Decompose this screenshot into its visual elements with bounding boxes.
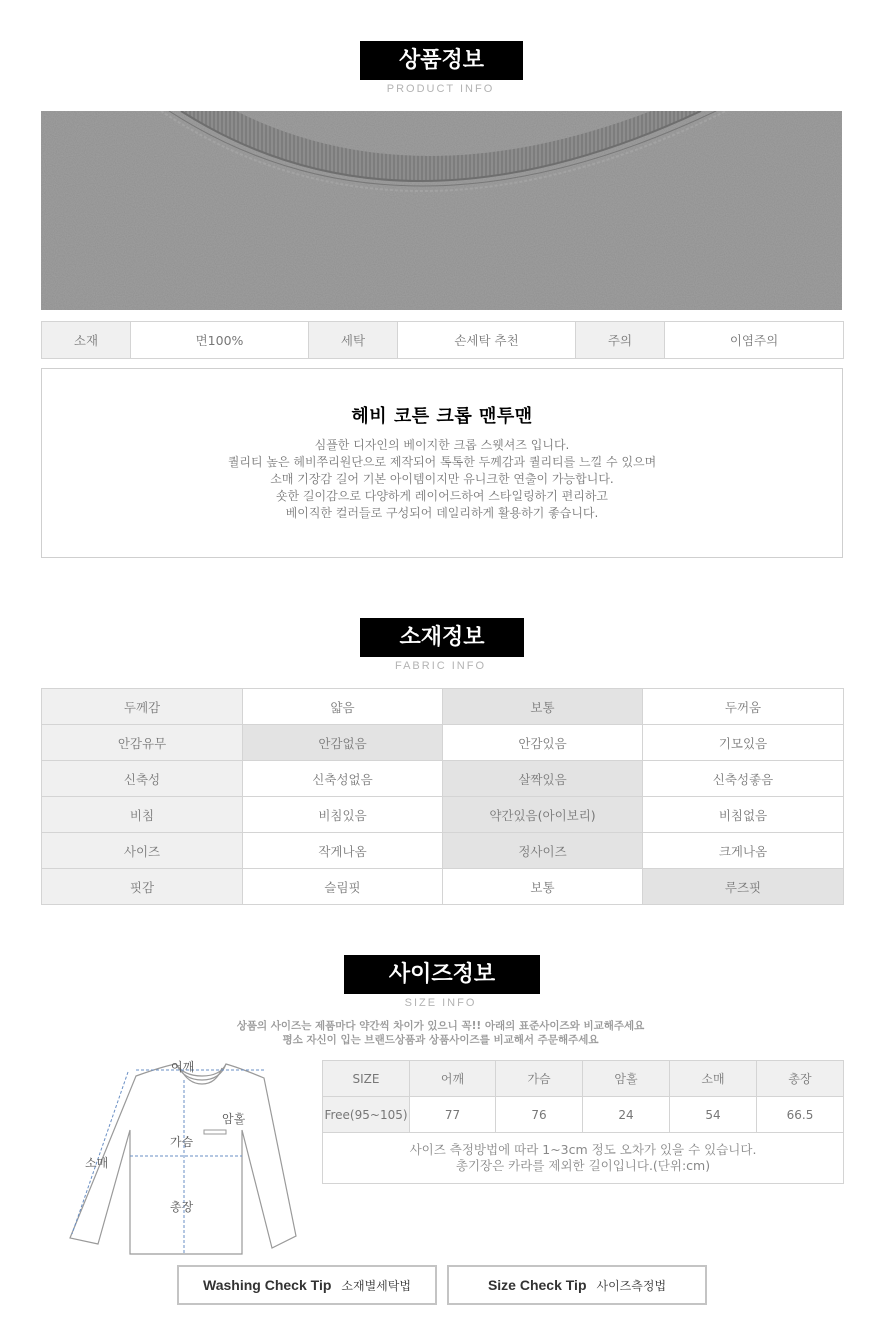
size-header: 가슴	[496, 1061, 583, 1097]
fabric-info-title: 소재정보	[360, 618, 524, 657]
table-row	[323, 1133, 844, 1184]
size-cell: 66.5	[757, 1097, 844, 1133]
fabric-info-table	[41, 688, 844, 905]
size-info-title: 사이즈정보	[344, 955, 540, 994]
washing-tip-label: Washing Check Tip	[203, 1277, 332, 1293]
fabric-label-stretch: 신축성	[42, 761, 243, 797]
size-check-tip-button[interactable]	[447, 1265, 707, 1305]
table-row	[42, 689, 844, 725]
size-notice-line: 평소 자신이 입는 브랜드상품과 상품사이즈를 비교해서 주문해주세요	[282, 1034, 599, 1046]
size-info-subtitle: SIZE INFO	[404, 997, 477, 1009]
description-line: 퀄리티 높은 헤비쭈리원단으로 제작되어 톡톡한 두께감과 퀄리티를 느낄 수 있으며	[227, 455, 657, 469]
fabric-option: 살짝있음	[443, 761, 643, 797]
washing-tip-sublabel: 소재별세탁법	[341, 1278, 411, 1293]
spec-value-material: 면100%	[131, 322, 309, 359]
size-notice-line: 상품의 사이즈는 제품마다 약간씩 차이가 있으니 꼭!! 아래의 표준사이즈와 비교해주세요	[236, 1020, 645, 1032]
table-row	[42, 797, 844, 833]
fabric-label-lining: 안감유무	[42, 725, 243, 761]
size-tip-sublabel: 사이즈측정법	[596, 1278, 667, 1293]
fabric-option: 보통	[443, 869, 643, 905]
spec-label-material: 소재	[42, 322, 131, 359]
spec-label-caution: 주의	[576, 322, 665, 359]
fabric-option: 크게나옴	[643, 833, 844, 869]
size-note-line: 총기장은 카라를 제외한 길이입니다.(단위:cm)	[455, 1158, 711, 1173]
fabric-option: 기모있음	[643, 725, 844, 761]
size-header: SIZE	[323, 1061, 410, 1097]
diagram-label-chest: 가슴	[170, 1135, 194, 1149]
size-cell: 76	[496, 1097, 583, 1133]
fabric-option: 보통	[443, 689, 643, 725]
description-line: 소매 기장감 길어 기본 아이템이지만 유니크한 연출이 가능합니다.	[270, 472, 614, 486]
table-row	[42, 869, 844, 905]
table-row	[42, 322, 844, 359]
fabric-option: 신축성없음	[243, 761, 443, 797]
fabric-option: 약간있음(아이보리)	[443, 797, 643, 833]
fabric-info-subtitle: FABRIC INFO	[394, 660, 487, 672]
size-header: 어깨	[410, 1061, 496, 1097]
size-tip-label: Size Check Tip	[487, 1277, 587, 1293]
diagram-label-shoulder: 어깨	[171, 1060, 195, 1074]
size-note-line: 사이즈 측정방법에 따라 1~3cm 정도 오차가 있을 수 있습니다.	[409, 1142, 757, 1157]
table-row	[42, 725, 844, 761]
fabric-option: 비침있음	[243, 797, 443, 833]
diagram-label-sleeve: 소매	[85, 1156, 109, 1170]
product-info-title: 상품정보	[360, 41, 523, 80]
spec-value-caution: 이염주의	[665, 322, 844, 359]
product-name: 헤비 코튼 크롭 맨투맨	[351, 406, 533, 427]
description-line: 숏한 길이감으로 다양하게 레이어드하여 스타일링하기 편리하고	[275, 489, 609, 503]
fabric-option: 작게나옴	[243, 833, 443, 869]
description-line: 베이직한 컬러들로 구성되어 데일리하게 활용하기 좋습니다.	[285, 506, 599, 520]
washing-check-tip-button[interactable]	[177, 1265, 437, 1305]
fabric-label-sheer: 비침	[42, 797, 243, 833]
fabric-option: 비침없음	[643, 797, 844, 833]
fabric-option: 슬림핏	[243, 869, 443, 905]
fabric-option: 안감없음	[243, 725, 443, 761]
diagram-label-length: 총장	[170, 1200, 194, 1214]
size-cell: 77	[410, 1097, 496, 1133]
table-row	[323, 1061, 844, 1097]
product-info-subtitle: PRODUCT INFO	[386, 83, 495, 95]
fabric-label-thickness: 두께감	[42, 689, 243, 725]
size-cell: 54	[670, 1097, 757, 1133]
product-detail-photo	[41, 111, 842, 310]
size-measurement-diagram	[64, 1058, 304, 1260]
fabric-option: 정사이즈	[443, 833, 643, 869]
fabric-option: 얇음	[243, 689, 443, 725]
spec-label-washing: 세탁	[309, 322, 398, 359]
size-cell: Free(95~105)	[323, 1097, 410, 1133]
diagram-label-armhole: 암홀	[222, 1112, 246, 1126]
fabric-option: 루즈핏	[643, 869, 844, 905]
size-notice	[0, 1019, 881, 1047]
size-table	[322, 1060, 844, 1184]
fabric-option: 신축성좋음	[643, 761, 844, 797]
product-spec-table	[41, 321, 844, 359]
size-cell: 24	[583, 1097, 670, 1133]
fabric-label-fit: 핏감	[42, 869, 243, 905]
fabric-option: 안감있음	[443, 725, 643, 761]
table-row	[323, 1097, 844, 1133]
spec-value-washing: 손세탁 추천	[398, 322, 576, 359]
product-description-box	[41, 368, 843, 558]
size-header: 암홀	[583, 1061, 670, 1097]
table-row	[42, 833, 844, 869]
size-header: 총장	[757, 1061, 844, 1097]
fabric-label-size: 사이즈	[42, 833, 243, 869]
fabric-option: 두꺼움	[643, 689, 844, 725]
table-row	[42, 761, 844, 797]
description-line: 심플한 디자인의 베이지한 크롭 스웻셔즈 입니다.	[314, 438, 570, 452]
size-header: 소매	[670, 1061, 757, 1097]
size-note	[323, 1133, 844, 1184]
